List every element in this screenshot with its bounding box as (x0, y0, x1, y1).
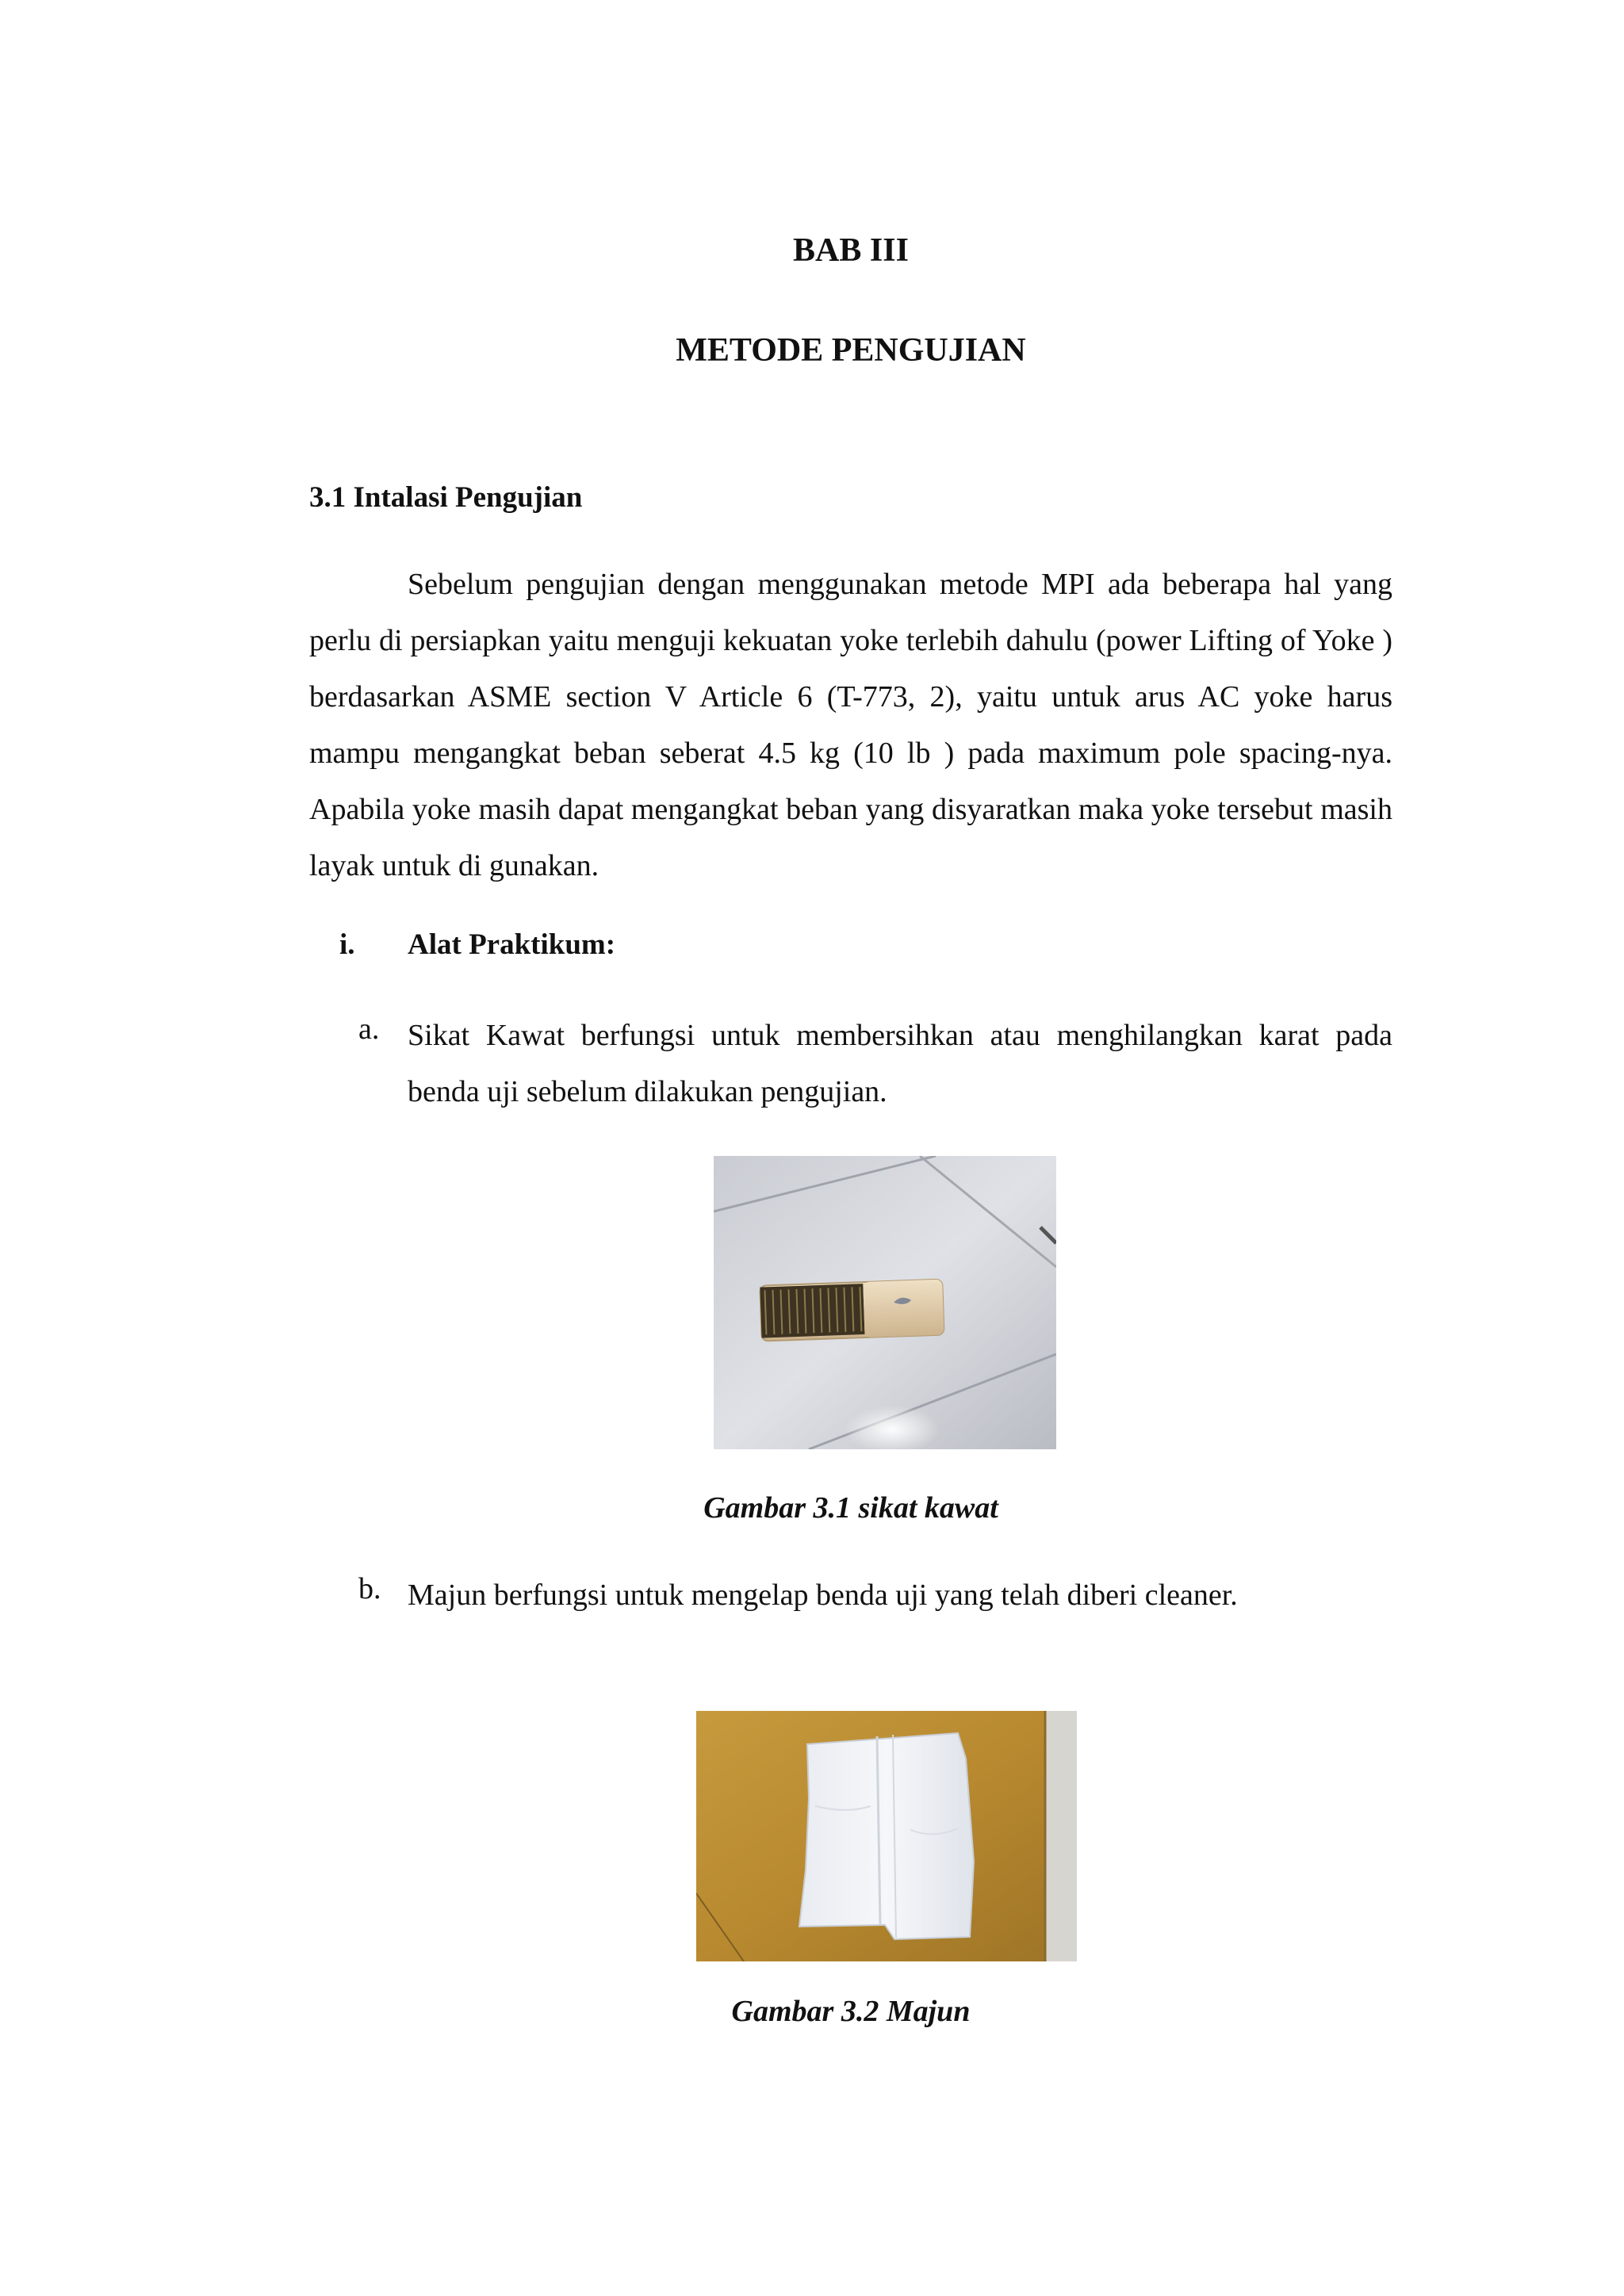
rag-image (696, 1711, 1077, 1961)
chapter-title: METODE PENGUJIAN (676, 332, 1026, 369)
figure-caption-1: Gambar 3.1 sikat kawat (703, 1491, 998, 1525)
list-marker-b: b. (358, 1572, 381, 1605)
rag-photo (696, 1711, 1077, 1961)
section-title: 3.1 Intalasi Pengujian (309, 481, 583, 514)
section-paragraph: Sebelum pengujian dengan menggunakan metode MPI ada beberapa hal yang perlu di persiapkan yaitu menguji kekuatan yoke terlebih dahulu (power Lifting of Yoke ) berdasarkan ASME section V Article 6 (T-773, 2), yaitu untuk arus AC yoke harus mampu mengangkat beban seberat 4.5 kg (10 lb ) pada maximum pole spacing-nya. Apabila yoke masih dapat mengangkat beban yang disyaratkan maka yoke tersebut masih layak untuk di gunakan. (309, 568, 1392, 882)
wire-brush-image (714, 1156, 1056, 1449)
wire-brush-photo (714, 1156, 1056, 1449)
figure-caption-2: Gambar 3.2 Majun (731, 1995, 971, 2028)
list-marker-roman: i. (339, 928, 355, 961)
list-item-rag: Majun berfungsi untuk mengelap benda uji yang telah diberi cleaner. (408, 1578, 1238, 1612)
list-marker-a: a. (358, 1012, 380, 1046)
chapter-number: BAB III (793, 232, 909, 269)
list-item-wire-brush: Sikat Kawat berfungsi untuk membersihkan atau menghilangkan karat pada benda uji sebelum dilakukan pengujian. (408, 1019, 1392, 1108)
tools-heading: Alat Praktikum: (408, 928, 616, 961)
